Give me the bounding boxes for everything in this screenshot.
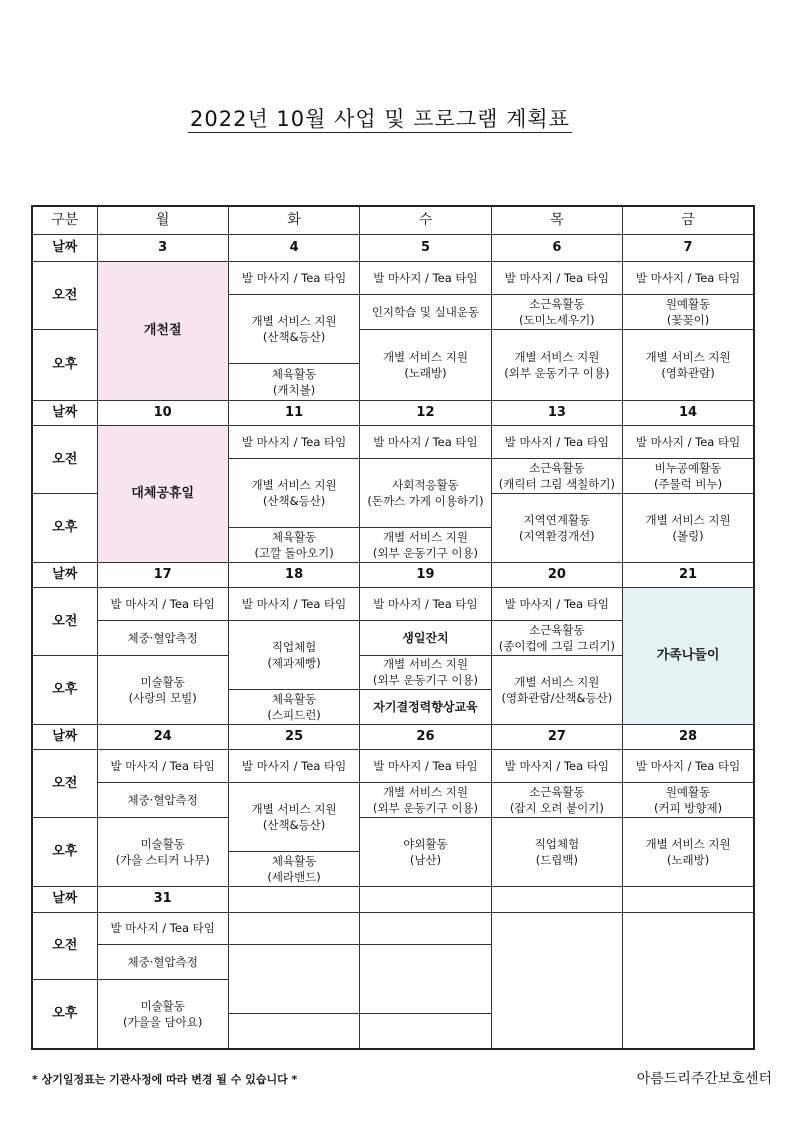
activity-cell: 개별 서비스 지원 (외부 운동기구 이용) bbox=[360, 782, 491, 817]
header-row bbox=[32, 206, 754, 234]
activity-cell: 체육활동 (고깔 돌아오기) bbox=[228, 527, 359, 562]
activity-cell: 발 마사지 / Tea 타임 bbox=[228, 588, 359, 620]
date-cell: 20 bbox=[491, 563, 622, 588]
date-label: 날짜 bbox=[32, 563, 97, 588]
activity-cell: 체육활동 (캐치볼) bbox=[228, 363, 359, 400]
activity-cell: 미술활동 (사랑의 모빌) bbox=[97, 656, 228, 725]
empty-cell bbox=[228, 912, 359, 944]
activity-cell: 개별 서비스 지원 (외부 운동기구 이용) bbox=[360, 656, 491, 689]
activity-cell: 직업체험 (제과제빵) bbox=[228, 620, 359, 689]
outing-cell: 가족나들이 bbox=[623, 588, 754, 725]
pm-label: 오후 bbox=[32, 330, 97, 401]
empty-cell bbox=[228, 1013, 359, 1049]
header-thursday: 목 bbox=[491, 206, 622, 234]
date-cell: 17 bbox=[97, 563, 228, 588]
date-cell: 19 bbox=[360, 563, 491, 588]
date-cell: 4 bbox=[228, 234, 359, 261]
activity-cell: 소근육활동 (잡지 오려 붙이기) bbox=[491, 782, 622, 817]
activity-cell: 발 마사지 / Tea 타임 bbox=[491, 588, 622, 620]
page-title: 2022년 10월 사업 및 프로그램 계획표 bbox=[190, 107, 570, 131]
date-cell: 13 bbox=[491, 400, 622, 425]
date-cell bbox=[360, 887, 491, 912]
date-cell: 27 bbox=[491, 725, 622, 750]
activity-cell: 발 마사지 / Tea 타임 bbox=[228, 262, 359, 294]
date-row bbox=[32, 400, 754, 425]
date-label: 날짜 bbox=[32, 725, 97, 750]
activity-cell: 미술활동 (가을 스티커 나무) bbox=[97, 818, 228, 887]
date-cell: 6 bbox=[491, 234, 622, 261]
header-friday: 금 bbox=[623, 206, 754, 234]
date-row bbox=[32, 234, 754, 261]
activity-cell: 개별 서비스 지원 (노래방) bbox=[623, 818, 754, 887]
date-label: 날짜 bbox=[32, 400, 97, 425]
pm-label: 오후 bbox=[32, 980, 97, 1049]
pm-label: 오후 bbox=[32, 494, 97, 563]
activity-cell: 원예활동 (커피 방향제) bbox=[623, 782, 754, 817]
am-label: 오전 bbox=[32, 588, 97, 656]
holiday-cell: 개천절 bbox=[97, 262, 228, 401]
activity-cell: 소근육활동 (캐릭터 그림 색칠하기) bbox=[491, 458, 622, 493]
date-row bbox=[32, 563, 754, 588]
date-cell: 24 bbox=[97, 725, 228, 750]
date-cell: 7 bbox=[623, 234, 754, 261]
activity-cell: 개별 서비스 지원 (외부 운동기구 이용) bbox=[360, 527, 491, 562]
activity-cell: 소근육활동 (종이컵에 그림 그리기) bbox=[491, 620, 622, 655]
empty-cell bbox=[228, 944, 359, 1013]
date-cell: 21 bbox=[623, 563, 754, 588]
activity-cell: 발 마사지 / Tea 타임 bbox=[360, 262, 491, 294]
activity-cell: 발 마사지 / Tea 타임 bbox=[228, 750, 359, 782]
activity-cell: 발 마사지 / Tea 타임 bbox=[491, 426, 622, 458]
date-cell: 11 bbox=[228, 400, 359, 425]
activity-cell: 발 마사지 / Tea 타임 bbox=[623, 262, 754, 294]
activity-cell: 개별 서비스 지원 (산책&등산) bbox=[228, 458, 359, 527]
activity-cell: 미술활동 (가을을 담아요) bbox=[97, 980, 228, 1049]
pm-label: 오후 bbox=[32, 656, 97, 725]
activity-cell: 개별 서비스 지원 (산책&등산) bbox=[228, 782, 359, 851]
activity-cell: 자기결정력향상교육 bbox=[360, 689, 491, 724]
date-cell: 3 bbox=[97, 234, 228, 261]
footer-note: * 상기일정표는 기관사정에 따라 변경 될 수 있습니다 * bbox=[32, 1073, 298, 1086]
activity-cell: 체중·혈압측정 bbox=[97, 944, 228, 979]
activity-cell: 개별 서비스 지원 (영화관람) bbox=[623, 330, 754, 401]
date-cell: 10 bbox=[97, 400, 228, 425]
date-cell: 28 bbox=[623, 725, 754, 750]
activity-cell: 발 마사지 / Tea 타임 bbox=[228, 426, 359, 458]
date-cell: 25 bbox=[228, 725, 359, 750]
date-cell: 26 bbox=[360, 725, 491, 750]
activity-cell: 사회적응활동 (돈까스 가게 이용하기) bbox=[360, 458, 491, 527]
activity-cell: 체중·혈압측정 bbox=[97, 782, 228, 817]
am-label: 오전 bbox=[32, 262, 97, 330]
pm-label: 오후 bbox=[32, 818, 97, 887]
date-cell: 18 bbox=[228, 563, 359, 588]
center-name: 아름드리주간보호센터 bbox=[636, 1071, 772, 1087]
activity-cell: 발 마사지 / Tea 타임 bbox=[623, 426, 754, 458]
activity-cell: 체육활동 (세라밴드) bbox=[228, 851, 359, 886]
empty-cell bbox=[360, 944, 491, 1013]
activity-cell: 직업체험 (드립백) bbox=[491, 818, 622, 887]
empty-cell bbox=[360, 1013, 491, 1049]
activity-cell: 개별 서비스 지원 (영화관람/산책&등산) bbox=[491, 656, 622, 725]
date-row bbox=[32, 887, 754, 912]
date-label: 날짜 bbox=[32, 887, 97, 912]
activity-cell: 야외활동 (남산) bbox=[360, 818, 491, 887]
activity-cell: 발 마사지 / Tea 타임 bbox=[360, 588, 491, 620]
activity-cell: 발 마사지 / Tea 타임 bbox=[491, 750, 622, 782]
schedule-table bbox=[31, 205, 755, 1050]
activity-cell: 발 마사지 / Tea 타임 bbox=[491, 262, 622, 294]
date-cell bbox=[228, 887, 359, 912]
am-label: 오전 bbox=[32, 912, 97, 980]
activity-cell: 개별 서비스 지원 (노래방) bbox=[360, 330, 491, 401]
empty-cell bbox=[360, 912, 491, 944]
activity-cell: 소근육활동 (도미노세우기) bbox=[491, 294, 622, 329]
activity-cell: 발 마사지 / Tea 타임 bbox=[360, 426, 491, 458]
date-cell: 14 bbox=[623, 400, 754, 425]
header-wednesday: 수 bbox=[360, 206, 491, 234]
date-cell: 5 bbox=[360, 234, 491, 261]
date-cell: 31 bbox=[97, 887, 228, 912]
activity-cell: 개별 서비스 지원 (산책&등산) bbox=[228, 294, 359, 363]
activity-cell: 개별 서비스 지원 (외부 운동기구 이용) bbox=[491, 330, 622, 401]
header-monday: 월 bbox=[97, 206, 228, 234]
header-tuesday: 화 bbox=[228, 206, 359, 234]
empty-cell bbox=[491, 912, 622, 1049]
date-row bbox=[32, 725, 754, 750]
activity-cell: 발 마사지 / Tea 타임 bbox=[623, 750, 754, 782]
activity-cell: 비누공예활동 (주물럭 비누) bbox=[623, 458, 754, 493]
date-cell bbox=[491, 887, 622, 912]
date-cell bbox=[623, 887, 754, 912]
holiday-cell: 대체공휴일 bbox=[97, 426, 228, 563]
activity-cell: 발 마사지 / Tea 타임 bbox=[97, 912, 228, 944]
activity-cell: 발 마사지 / Tea 타임 bbox=[97, 750, 228, 782]
date-label: 날짜 bbox=[32, 234, 97, 261]
header-category: 구분 bbox=[32, 206, 97, 234]
activity-cell: 인지학습 및 실내운동 bbox=[360, 294, 491, 329]
activity-cell: 발 마사지 / Tea 타임 bbox=[97, 588, 228, 620]
am-label: 오전 bbox=[32, 426, 97, 494]
am-label: 오전 bbox=[32, 750, 97, 818]
date-cell: 12 bbox=[360, 400, 491, 425]
activity-cell: 원예활동 (꽃꽂이) bbox=[623, 294, 754, 329]
activity-cell: 개별 서비스 지원 (볼링) bbox=[623, 494, 754, 563]
activity-cell: 체육활동 (스피드런) bbox=[228, 689, 359, 724]
activity-cell: 체중·혈압측정 bbox=[97, 620, 228, 655]
activity-cell: 지역연계활동 (지역환경개선) bbox=[491, 494, 622, 563]
activity-cell: 생일잔치 bbox=[360, 620, 491, 655]
empty-cell bbox=[623, 912, 754, 1049]
activity-cell: 발 마사지 / Tea 타임 bbox=[360, 750, 491, 782]
